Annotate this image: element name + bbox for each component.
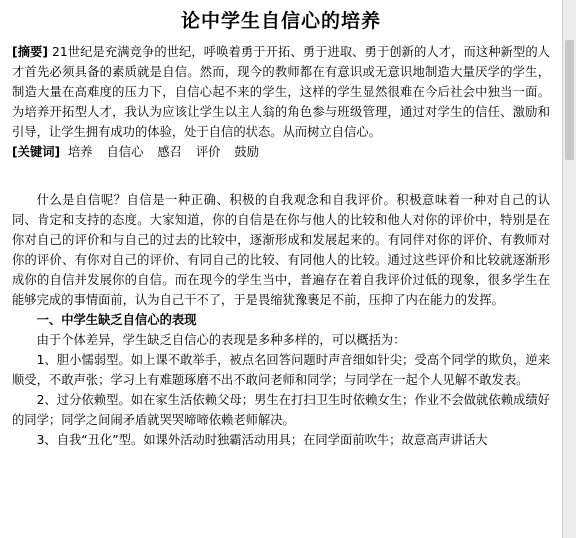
keywords-label: [关键词]: [12, 145, 61, 159]
list-item-self-uglify: 3、自我“丑化”型。如课外活动时独霸活动用具；在同学面前吹牛；故意高声讲话大: [36, 433, 488, 447]
section-intro-paragraph: 由于个体差异，学生缺乏自信心的表现是多种多样的，可以概括为：: [36, 333, 406, 347]
paragraph-gap: [12, 162, 550, 190]
intro-paragraph: 什么是自信呢？自信是一种正确、积极的自我观念和自我评价。积极意味着一种对自己的认同、肯定和支持的态度。大家知道，你的自信是在你与他人的比较和他人对你的评价中，特别是在你对自己的评价和与自己的过去的比较中，逐渐形成和发展起来的。有同伴对你的评价、有教师对你的评价、有你对自己的评价、有同自己的比较、有同他人的比较。通过这些评价和比较就逐渐形成你的自信并发展你的自信。而在现今的学生当中，普遍存在着自我评价过低的现象，很多学生在能够完成的事情面前，认为自己干不了，于是畏缩犹豫裹足不前，压抑了内在能力的发挥。: [12, 193, 550, 307]
abstract-label: [摘要]: [12, 45, 49, 59]
keyword-item: 感召: [157, 145, 182, 159]
abstract-paragraph: [12, 42, 550, 142]
abstract-text: 21世纪是充满竞争的世纪，呼唤着勇于开拓、勇于进取、勇于创新的人才，而这种新型的人才首先必须具备的素质就是自信。然而，现今的教师都在有意识或无意识地制造大量厌学的学生，制造大量在高难度的压力下，自信心起不来的学生，这样的学生显然很难在今后社会中独当一面。为培养开拓型人才，我认为应该让学生以主人翁的角色参与班级管理，通过对学生的信任、激励和引导，让学生拥有成功的体验，处于自信的状态。从而树立自信心。: [12, 45, 550, 139]
list-item-timid: 1、胆小懦弱型。如上课不敢举手，被点名回答问题时声音细如针尖；受高个同学的欺负，逆来顺受，不敢声张；学习上有难题琢磨不出不敢问老师和同学；与同学在一起个人见解不敢发表。: [12, 353, 550, 387]
keyword-item: 评价: [195, 145, 221, 159]
scrollbar-thumb[interactable]: [565, 40, 574, 160]
vertical-scrollbar[interactable]: [562, 0, 576, 538]
section-heading: 一、中学生缺乏自信心的表现: [36, 313, 197, 327]
list-item-dependent: 2、过分依赖型。如在家生活依赖父母；男生在打扫卫生时依赖女生；作业不会做就依赖成绩好的同学；同学之间闹矛盾就哭哭啼啼依赖老师解决。: [12, 393, 550, 427]
keyword-item: 鼓励: [234, 145, 259, 159]
document-title: 论中学生自信心的培养: [180, 10, 381, 32]
keyword-item: 自信心: [106, 145, 144, 159]
keyword-item: 培养: [67, 145, 93, 159]
keywords-row: [12, 142, 550, 162]
